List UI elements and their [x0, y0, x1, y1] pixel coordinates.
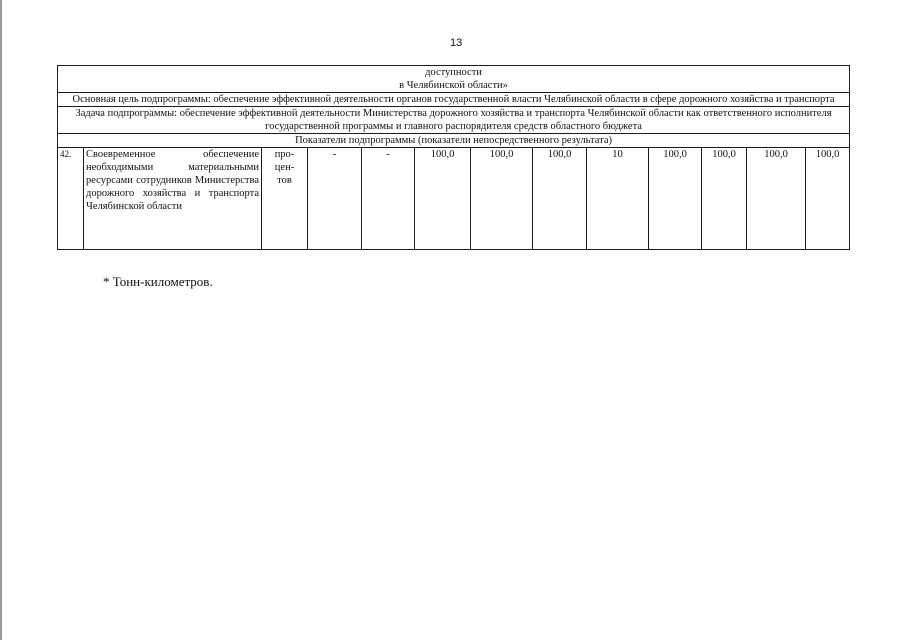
- scan-left-edge: [0, 0, 2, 640]
- row-number: 42.: [58, 148, 84, 250]
- indicators-table: [57, 65, 850, 250]
- value-cell-4: 100,0: [471, 148, 533, 250]
- table-row: [58, 148, 850, 250]
- unit-line1: про-: [274, 149, 295, 160]
- value-cell-7: 100,0: [649, 148, 702, 250]
- value-cell-1: -: [308, 148, 362, 250]
- task-cell: Задача подпрограммы: обеспечение эффективной деятельности Министерства дорожного хозяйства и транспорта Челябинской области как ответственного исполнителя государственной программы и главного распорядителя средств областного бюджета: [58, 107, 850, 134]
- value-cell-10: 100,0: [806, 148, 850, 250]
- value-cell-8: 100,0: [702, 148, 747, 250]
- value-cell-3: 100,0: [415, 148, 471, 250]
- program-title-line1: доступности: [425, 67, 482, 78]
- program-title-line2: в Челябинской области»: [399, 80, 508, 91]
- task-row: [58, 107, 850, 134]
- unit-line3: тов: [277, 175, 292, 186]
- footnote: * Тонн-километров.: [103, 274, 213, 289]
- value-cell-2: -: [362, 148, 415, 250]
- indicators-title-row: [58, 134, 850, 148]
- unit-cell: [262, 148, 308, 250]
- page-number: 13: [450, 37, 463, 49]
- goal-row: [58, 93, 850, 107]
- program-title-cell: [58, 66, 850, 93]
- goal-cell: Основная цель подпрограммы: обеспечение эффективной деятельности органов государственной власти Челябинской области в сфере дорожного хозяйства и транспорта: [58, 93, 850, 107]
- table-header-row: [58, 66, 850, 93]
- indicator-name: Своевременное обеспечение необходимыми материальными ресурсами сотрудников Министерства дорожного хозяйства и транспорта Челябинской области: [84, 148, 262, 250]
- value-cell-5: 100,0: [533, 148, 587, 250]
- unit-line2: цен-: [274, 162, 295, 173]
- value-cell-9: 100,0: [747, 148, 806, 250]
- value-cell-6: 10: [587, 148, 649, 250]
- indicators-title-cell: Показатели подпрограммы (показатели непосредственного результата): [58, 134, 850, 148]
